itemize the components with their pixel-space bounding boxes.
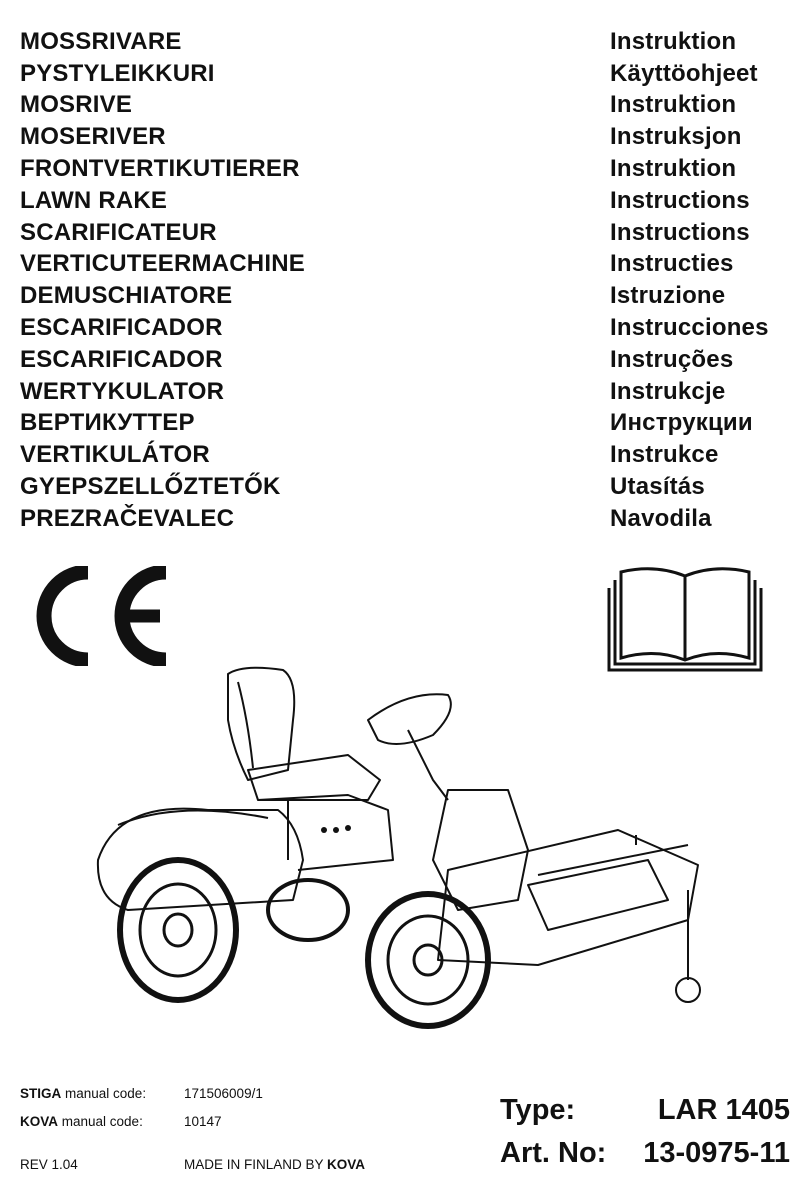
instruction-word: Instruktion <box>610 91 737 119</box>
instruction-word: Инструкции <box>610 409 753 437</box>
language-row <box>20 344 800 376</box>
product-name: ESCARIFICADOR <box>20 314 223 342</box>
instruction-word: Instrukce <box>610 441 719 469</box>
product-name: ESCARIFICADOR <box>20 345 223 373</box>
stiga-code: 171506009/1 <box>184 1086 263 1101</box>
made-in-label: MADE IN FINLAND BY KOVA <box>184 1157 366 1172</box>
art-no-row <box>500 1137 790 1170</box>
stiga-label: manual code: <box>61 1086 147 1101</box>
instruction-word: Instructions <box>610 218 750 246</box>
language-row <box>20 58 800 90</box>
instruction-word: Instruktion <box>610 27 737 55</box>
product-name: ВЕРТИКУТТЕР <box>20 409 195 437</box>
instruction-word: Instruksjon <box>610 123 742 151</box>
kova-label: manual code: <box>58 1114 143 1129</box>
type-value: LAR 1405 <box>657 1094 790 1126</box>
instruction-word: Instrukcje <box>610 377 726 405</box>
language-row <box>20 503 800 535</box>
language-row <box>20 185 800 217</box>
instruction-word: Instructions <box>610 186 750 214</box>
language-row <box>20 249 800 281</box>
art-label: Art. No: <box>500 1137 607 1169</box>
language-row <box>20 439 800 471</box>
instruction-word: Navodila <box>610 504 712 532</box>
revision: REV 1.04 <box>20 1157 78 1172</box>
stiga-code-row <box>20 1086 263 1101</box>
type-label: Type: <box>500 1094 576 1126</box>
product-name: MOSRIVE <box>20 91 133 119</box>
instruction-word: Istruzione <box>610 282 726 310</box>
instruction-word: Instruções <box>610 345 734 373</box>
product-name: MOSSRIVARE <box>20 27 182 55</box>
art-value: 13-0975-11 <box>643 1137 790 1169</box>
made-brand: KOVA <box>327 1157 366 1172</box>
language-row <box>20 280 800 312</box>
language-row <box>20 312 800 344</box>
instruction-word: Utasítás <box>610 473 705 501</box>
product-name: PREZRAČEVALEC <box>20 504 235 532</box>
revision-row <box>20 1157 366 1172</box>
language-row <box>20 471 800 503</box>
product-name: SCARIFICATEUR <box>20 218 217 246</box>
language-row <box>20 121 800 153</box>
riding-mower-illustration <box>88 660 728 1060</box>
instruction-word: Instrucciones <box>610 314 769 342</box>
instruction-word: Instructies <box>610 250 734 278</box>
language-title-list <box>20 26 800 535</box>
product-name: LAWN RAKE <box>20 186 168 214</box>
product-name: PYSTYLEIKKURI <box>20 59 215 87</box>
ce-mark-icon <box>18 566 172 666</box>
language-row <box>20 90 800 122</box>
product-name: GYEPSZELLŐZTETŐK <box>20 473 281 501</box>
kova-brand: KOVA <box>20 1114 59 1129</box>
kova-code: 10147 <box>184 1114 222 1129</box>
language-row <box>20 376 800 408</box>
instruction-word: Käyttöohjeet <box>610 59 758 87</box>
product-name: VERTICUTEERMACHINE <box>20 250 305 278</box>
product-name: VERTIKULÁTOR <box>20 441 210 469</box>
type-row <box>500 1094 790 1127</box>
kova-code-row <box>20 1114 222 1129</box>
language-row <box>20 217 800 249</box>
language-row <box>20 408 800 440</box>
instruction-word: Instruktion <box>610 155 737 183</box>
product-name: DEMUSCHIATORE <box>20 282 233 310</box>
product-name: WERTYKULATOR <box>20 377 225 405</box>
language-row <box>20 26 800 58</box>
product-name: MOSERIVER <box>20 123 166 151</box>
open-book-icon <box>607 566 763 674</box>
language-row <box>20 153 800 185</box>
stiga-brand: STIGA <box>20 1086 62 1101</box>
product-name: FRONTVERTIKUTIERER <box>20 155 300 183</box>
